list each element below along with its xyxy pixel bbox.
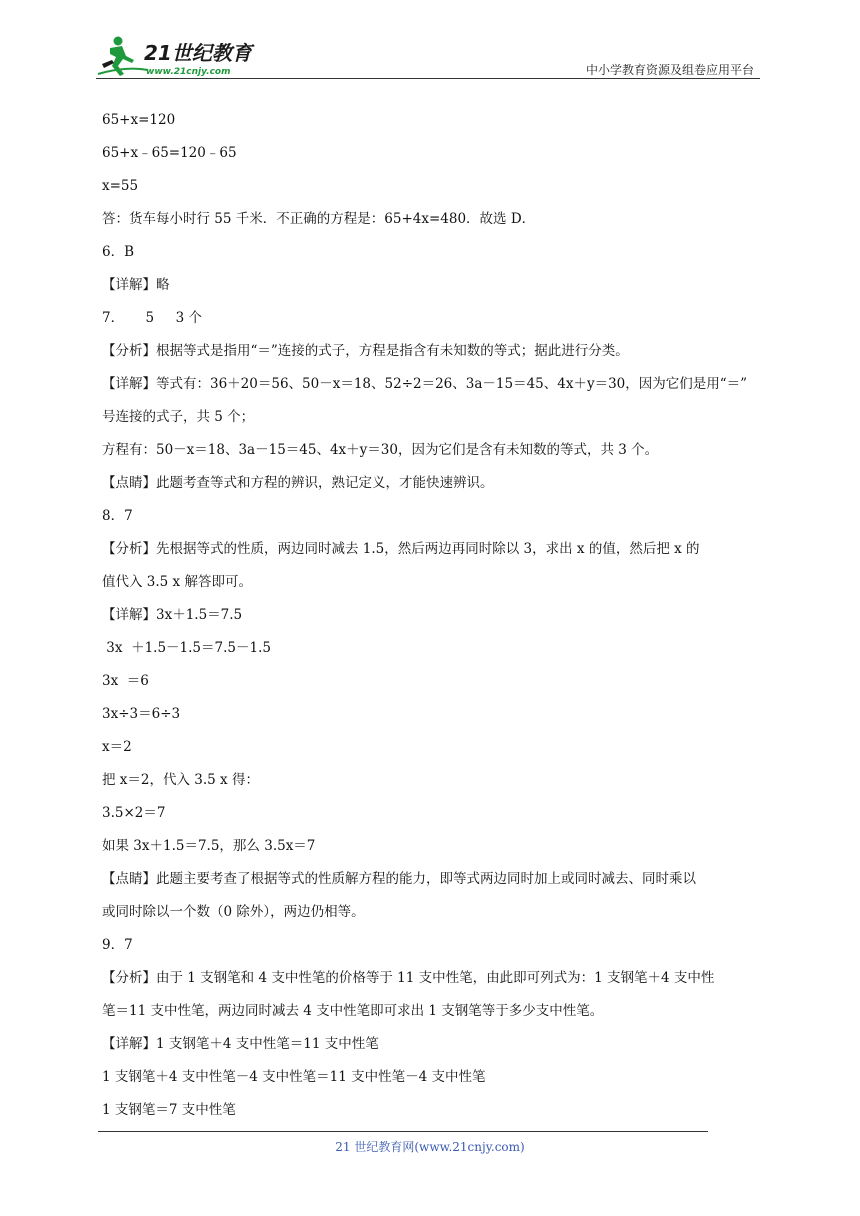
text-line: 9．7 [102, 937, 133, 953]
footer-divider [98, 1131, 708, 1132]
header-tagline: 中小学教育资源及组卷应用平台 [585, 63, 754, 77]
logo-url: www.21cnjy.com [146, 67, 231, 77]
text-line: 7． 5 3 个 [102, 310, 202, 326]
text-line: 【详解】等式有：36＋20＝56、50－x＝18、52÷2＝26、3a－15＝45、4x＋y＝30，因为它们是用“＝” [102, 376, 748, 392]
text-line: 号连接的式子，共 5 个； [102, 409, 255, 425]
text-line: 笔＝11 支中性笔，两边同时减去 4 支中性笔即可求出 1 支钢笔等于多少支中性笔。 [102, 1003, 604, 1019]
text-line: 或同时除以一个数（0 除外），两边仍相等。 [102, 904, 365, 920]
text-line: 3x ＝6 [102, 673, 149, 689]
text-line: 【点睛】此题主要考查了根据等式的性质解方程的能力，即等式两边同时加上或同时减去、同时乘以 [102, 871, 696, 887]
footer-text: 21 世纪教育网(www.21cnjy.com) [335, 1140, 525, 1154]
logo-text: 21世纪教育 [144, 41, 252, 65]
text-line: 如果 3x＋1.5＝7.5，那么 3.5x＝7 [102, 838, 316, 854]
text-line: 6．B [102, 244, 135, 260]
runner-icon [98, 37, 148, 77]
header-divider [96, 78, 760, 79]
text-line: 8．7 [102, 508, 133, 524]
site-logo [96, 30, 266, 78]
text-line: 答：货车每小时行 55 千米．不正确的方程是：65+4x=480．故选 D． [102, 211, 536, 227]
text-line: 3.5×2＝7 [102, 805, 166, 821]
text-line: 【分析】由于 1 支钢笔和 4 支中性笔的价格等于 11 支中性笔，由此即可列式为：1 支钢笔＋4 支中性 [102, 970, 715, 986]
text-line: x＝2 [102, 739, 132, 755]
text-line: 方程有：50－x＝18、3a－15＝45、4x＋y＝30，因为它们是含有未知数的等式，共 3 个。 [102, 442, 659, 458]
text-line: 【详解】3x＋1.5＝7.5 [102, 607, 243, 623]
page-header [96, 30, 760, 78]
text-line: x=55 [102, 178, 139, 194]
text-line: 1 支钢笔＋4 支中性笔－4 支中性笔＝11 支中性笔－4 支中性笔 [102, 1069, 486, 1085]
text-line: 1 支钢笔＝7 支中性笔 [102, 1102, 236, 1118]
text-line: 把 x＝2，代入 3.5 x 得： [102, 772, 259, 788]
text-line: 65+x﹣65=120﹣65 [102, 145, 237, 161]
text-line: 【详解】1 支钢笔＋4 支中性笔＝11 支中性笔 [102, 1036, 379, 1052]
answer-content [102, 104, 762, 1127]
text-line: 【分析】根据等式是指用“＝”连接的式子，方程是指含有未知数的等式；据此进行分类。 [102, 343, 629, 359]
text-line: 65+x=120 [102, 112, 176, 128]
text-line: 3x ＋1.5－1.5＝7.5－1.5 [102, 640, 271, 656]
text-line: 【分析】先根据等式的性质，两边同时减去 1.5，然后两边再同时除以 3，求出 x 的值，然后把 x 的 [102, 541, 700, 557]
text-line: 3x÷3＝6÷3 [102, 706, 181, 722]
text-line: 【点睛】此题考查等式和方程的辨识，熟记定义，才能快速辨识。 [102, 475, 494, 491]
text-line: 【详解】略 [102, 277, 170, 293]
text-line: 值代入 3.5 x 解答即可。 [102, 574, 252, 590]
